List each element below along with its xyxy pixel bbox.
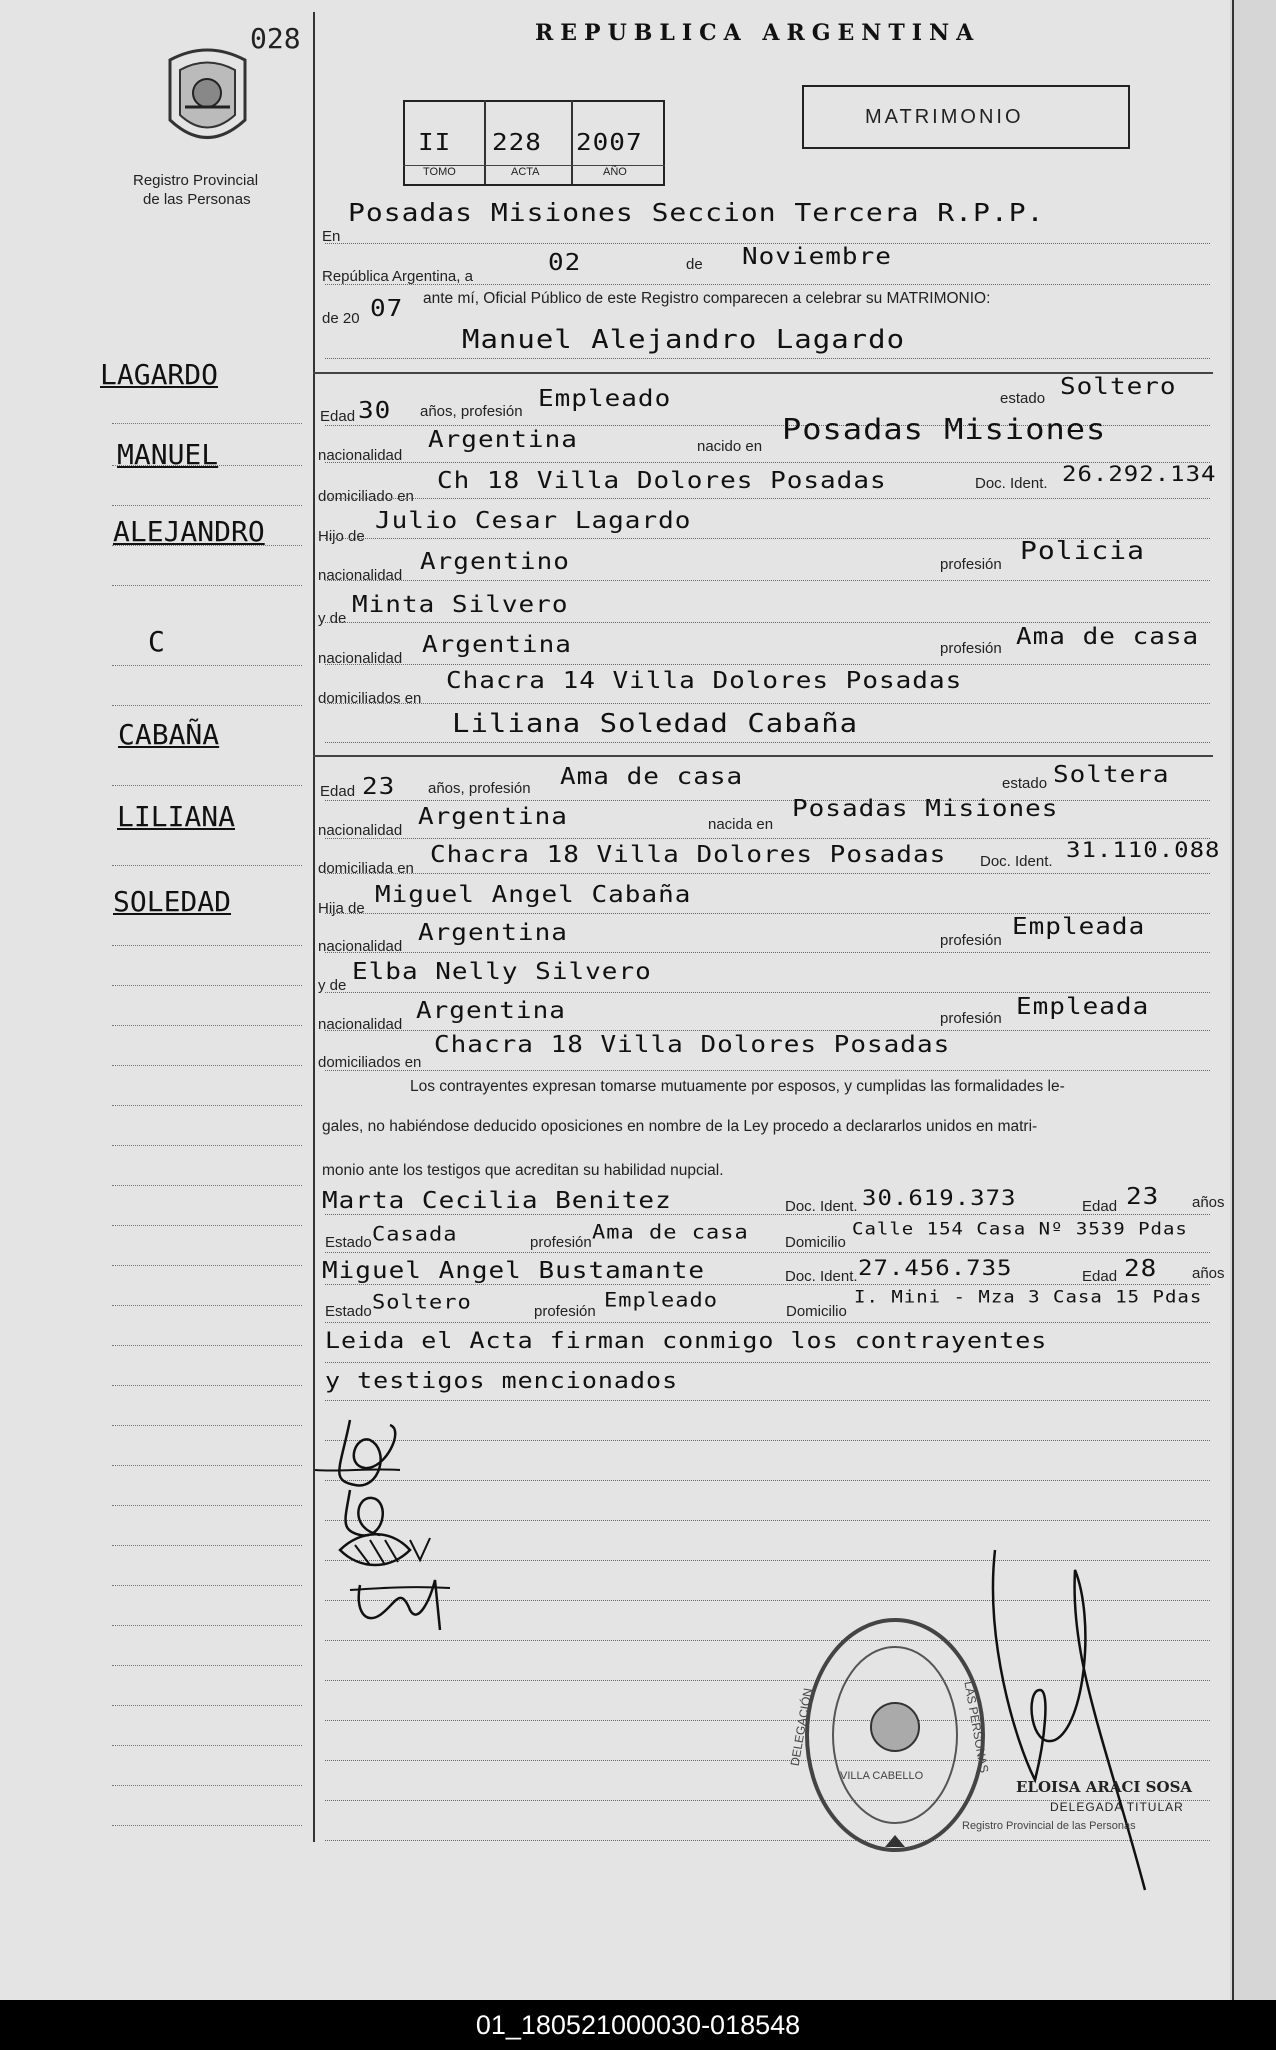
bride-father-profession-label: profesión: [940, 932, 1002, 949]
groom-father-nationality: Argentino: [420, 548, 570, 576]
registry-name-line1: Registro Provincial: [133, 172, 259, 189]
margin-line: [112, 1385, 302, 1386]
groom-nationality: Argentina: [428, 426, 578, 454]
day-value: 02: [548, 249, 582, 277]
signatures-icon: [310, 1410, 480, 1650]
year-suffix: 07: [370, 295, 404, 323]
witness1-name: Marta Cecilia Benitez: [322, 1187, 672, 1215]
witness2-age: 28: [1124, 1255, 1158, 1283]
margin-line: [112, 1185, 302, 1186]
bride-mother: Elba Nelly Silvero: [352, 958, 652, 986]
bride-father: Miguel Angel Cabaña: [375, 881, 692, 909]
footer-id: 01_180521000030-018548: [0, 2000, 1276, 2050]
witness1-doc: 30.619.373: [862, 1185, 1017, 1211]
bride-mother-label: y de: [318, 977, 347, 994]
field-line: [325, 800, 1210, 801]
groom-address-label: domiciliado en: [318, 488, 414, 505]
margin-line: [112, 505, 302, 506]
closing-line2: y testigos mencionados: [325, 1367, 679, 1394]
bride-parents-address-label: domiciliados en: [318, 1054, 422, 1071]
groom-father-label: Hijo de: [318, 528, 365, 545]
bride-estado-label: estado: [1002, 775, 1048, 792]
witness1-doc-label: Doc. Ident.: [785, 1198, 858, 1215]
margin-line: [112, 1425, 302, 1426]
witness1-address: Calle 154 Casa Nº 3539 Pdas: [852, 1219, 1188, 1239]
groom-profession: Empleado: [538, 385, 672, 413]
year-prefix: de 20: [322, 310, 360, 327]
margin-line: [112, 1105, 302, 1106]
margin-bride-first-name: LILIANA: [117, 800, 236, 833]
stamp-inner-text: VILLA CABELLO: [840, 1770, 924, 1782]
groom-doc-label: Doc. Ident.: [975, 475, 1048, 492]
bride-age-label: Edad: [320, 783, 356, 800]
margin-line: [112, 1665, 302, 1666]
bride-mother-nationality-label: nacionalidad: [318, 1016, 403, 1033]
margin-line: [112, 945, 302, 946]
republica-label: República Argentina, a: [322, 268, 473, 285]
margin-line: [112, 1825, 302, 1826]
field-line: [325, 664, 1210, 665]
field-line: [325, 1322, 1210, 1323]
bride-father-label: Hija de: [318, 900, 365, 917]
tomo-label: TOMO: [423, 166, 456, 178]
anio-label: AÑO: [603, 166, 627, 178]
acta-value: 228: [492, 129, 542, 157]
field-line: [325, 742, 1210, 743]
en-label: En: [322, 228, 341, 245]
margin-line: [112, 665, 302, 666]
bride-anios-label: años, profesión: [428, 780, 531, 797]
officer-signature-icon: [975, 1540, 1155, 1900]
bride-name: Liliana Soledad Cabaña: [452, 707, 859, 739]
groom-estado-label: estado: [1000, 390, 1046, 407]
acta-label: ACTA: [511, 166, 540, 178]
bride-mother-nationality: Argentina: [416, 997, 566, 1025]
bride-doc-label: Doc. Ident.: [980, 853, 1053, 870]
witness2-age-label: Edad: [1082, 1268, 1118, 1285]
bride-nationality: Argentina: [418, 803, 568, 831]
margin-line: [112, 985, 302, 986]
groom-father-nationality-label: nacionalidad: [318, 567, 403, 584]
margin-line: [112, 1625, 302, 1626]
margin-line: [112, 585, 302, 586]
bride-nationality-label: nacionalidad: [318, 822, 403, 839]
tomo-value: II: [418, 129, 452, 157]
witness2-doc: 27.456.735: [858, 1255, 1013, 1281]
field-line: [325, 358, 1210, 359]
declaration-line2: gales, no habiéndose deducido oposiciones en nombre de la Ley procedo a declararlos unidos en matri-: [322, 1118, 1038, 1135]
bride-mother-profession-label: profesión: [940, 1010, 1002, 1027]
officer-registry: Registro Provincial de las Personas: [962, 1820, 1136, 1832]
witness2-address-label: Domicilio: [786, 1303, 847, 1320]
margin-line: [112, 545, 302, 546]
witness2-status-label: Estado: [325, 1303, 372, 1320]
anio-value: 2007: [576, 129, 643, 157]
margin-line: [112, 465, 302, 466]
bride-status: Soltera: [1053, 761, 1170, 789]
groom-parents-address: Chacra 14 Villa Dolores Posadas: [446, 667, 963, 695]
field-line: [325, 1252, 1210, 1253]
bride-father-nationality: Argentina: [418, 919, 568, 947]
witness1-age-label: Edad: [1082, 1198, 1118, 1215]
margin-line: [112, 1585, 302, 1586]
registry-name-line2: de las Personas: [143, 191, 251, 208]
margin-line: [112, 1265, 302, 1266]
table-divider: [484, 100, 486, 184]
bride-mother-profession: Empleada: [1016, 993, 1150, 1021]
page-number: 028: [250, 22, 301, 55]
margin-bride-surname: CABAÑA: [118, 718, 220, 751]
bride-father-profession: Empleada: [1012, 913, 1146, 941]
margin-line: [112, 1025, 302, 1026]
margin-line: [112, 1145, 302, 1146]
margin-line: [112, 1745, 302, 1746]
groom-father: Julio Cesar Lagardo: [375, 507, 692, 535]
field-line: [325, 1362, 1210, 1363]
witness1-age: 23: [1126, 1183, 1160, 1211]
field-line: [325, 498, 1210, 499]
margin-first-name: MANUEL: [117, 438, 219, 471]
bride-birthplace-label: nacida en: [708, 816, 774, 833]
margin-line: [112, 1305, 302, 1306]
witness1-profession: Ama de casa: [592, 1221, 749, 1244]
witness1-status-label: Estado: [325, 1234, 372, 1251]
bride-parents-address: Chacra 18 Villa Dolores Posadas: [434, 1031, 951, 1059]
margin-connector: C: [148, 625, 165, 658]
margin-middle-name: ALEJANDRO: [113, 515, 265, 548]
field-line: [325, 1070, 1210, 1071]
groom-mother-profession-label: profesión: [940, 640, 1002, 657]
table-divider: [571, 100, 573, 184]
margin-line: [112, 1705, 302, 1706]
groom-mother-profession: Ama de casa: [1016, 623, 1200, 651]
witness2-doc-label: Doc. Ident.: [785, 1268, 858, 1285]
margin-line: [112, 865, 302, 866]
witness1-anios-label: años: [1192, 1194, 1225, 1211]
witness2-profession-label: profesión: [534, 1303, 596, 1320]
margin-surname: LAGARDO: [100, 358, 219, 391]
groom-anios-label: años, profesión: [420, 403, 523, 420]
officer-title: DELEGADA TITULAR: [1050, 1800, 1184, 1814]
groom-age: 30: [358, 397, 392, 425]
margin-line: [112, 1225, 302, 1226]
margin-bride-middle-name: SOLEDAD: [113, 885, 232, 918]
bride-profession: Ama de casa: [560, 763, 744, 791]
field-line: [325, 580, 1210, 581]
witness2-name: Miguel Angel Bustamante: [322, 1257, 706, 1285]
place-value: Posadas Misiones Seccion Tercera R.P.P.: [348, 197, 1045, 228]
bride-birthplace: Posadas Misiones: [792, 795, 1059, 823]
de-label: de: [686, 256, 703, 273]
bride-age: 23: [362, 773, 396, 801]
groom-mother-nationality: Argentina: [422, 631, 572, 659]
margin-line: [112, 1465, 302, 1466]
record-type: MATRIMONIO: [865, 106, 1024, 128]
groom-name: Manuel Alejandro Lagardo: [462, 323, 906, 355]
groom-age-label: Edad: [320, 408, 356, 425]
closing-line1: Leida el Acta firman conmigo los contrayentes: [325, 1327, 1048, 1354]
margin-line: [112, 423, 302, 424]
groom-birthplace: Posadas Misiones: [782, 411, 1107, 447]
groom-birthplace-label: nacido en: [697, 438, 763, 455]
declaration-line3: monio ante los testigos que acreditan su habilidad nupcial.: [322, 1162, 724, 1179]
margin-line: [112, 1345, 302, 1346]
witness1-profession-label: profesión: [530, 1234, 592, 1251]
groom-doc: 26.292.134: [1062, 461, 1217, 487]
bride-address-label: domiciliada en: [318, 860, 414, 877]
groom-status: Soltero: [1060, 373, 1177, 401]
margin-line: [112, 1505, 302, 1506]
groom-address: Ch 18 Villa Dolores Posadas: [437, 467, 887, 495]
republic-title: REPUBLICA ARGENTINA: [535, 20, 981, 46]
section-rule: [313, 755, 1213, 757]
witness2-status: Soltero: [372, 1291, 472, 1314]
provincial-seal-icon: [160, 45, 255, 155]
bride-doc: 31.110.088: [1066, 837, 1221, 863]
appear-text: ante mí, Oficial Público de este Registro comparecen a celebrar su MATRIMONIO:: [423, 290, 991, 307]
officer-name: ELOISA ARACI SOSA: [1016, 1778, 1193, 1796]
month-value: Noviembre: [742, 243, 892, 271]
stamp-ring-right: LAS PERSONAS: [961, 1680, 992, 1774]
field-line: [325, 703, 1210, 704]
right-rule: [1232, 0, 1234, 2000]
groom-mother-label: y de: [318, 610, 347, 627]
witness2-profession: Empleado: [604, 1289, 718, 1312]
margin-line: [112, 705, 302, 706]
groom-mother: Minta Silvero: [352, 591, 569, 619]
bride-address: Chacra 18 Villa Dolores Posadas: [430, 841, 947, 869]
field-line: [325, 1284, 1210, 1285]
groom-nationality-label: nacionalidad: [318, 447, 403, 464]
field-line: [325, 873, 1210, 874]
margin-line: [112, 1785, 302, 1786]
field-line: [325, 284, 1210, 285]
witness1-address-label: Domicilio: [785, 1234, 846, 1251]
bride-father-nationality-label: nacionalidad: [318, 938, 403, 955]
field-line: [325, 1214, 1210, 1215]
witness2-anios-label: años: [1192, 1265, 1225, 1282]
witness1-status: Casada: [372, 1223, 458, 1246]
field-line: [325, 1400, 1210, 1401]
groom-father-profession-label: profesión: [940, 556, 1002, 573]
field-line: [325, 952, 1210, 953]
margin-line: [112, 1545, 302, 1546]
margin-line: [112, 1065, 302, 1066]
stamp-ring-left: DELEGACIÓN: [787, 1687, 816, 1767]
groom-mother-nationality-label: nacionalidad: [318, 650, 403, 667]
margin-line: [112, 785, 302, 786]
groom-father-profession: Policia: [1020, 535, 1146, 566]
witness2-address: I. Mini - Mza 3 Casa 15 Pdas: [854, 1287, 1203, 1307]
declaration-line1: Los contrayentes expresan tomarse mutuamente por esposos, y cumplidas las formalidades le-: [410, 1078, 1065, 1095]
official-stamp-icon: [800, 1615, 990, 1855]
groom-parents-address-label: domiciliados en: [318, 690, 422, 707]
